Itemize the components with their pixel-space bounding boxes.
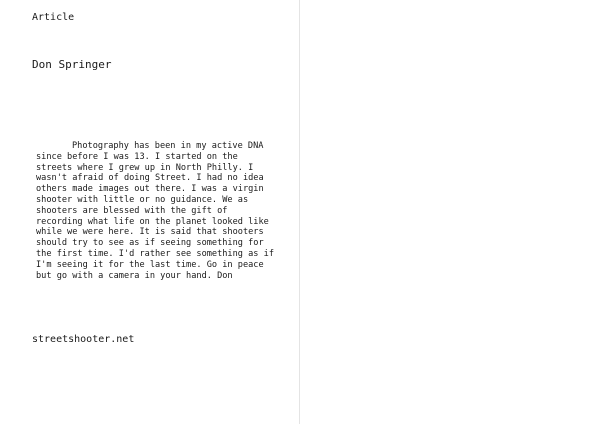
section-label: Article — [32, 12, 75, 23]
author-bio: Photography has been in my active DNA since before I was 13. I started on the streets where I grew up in North Philly. I wasn't afraid of doing Street. I had no idea others made images out there. I was a virgin shooter with little or no guidance. We as shooters are blessed with the gift of recording what life on the planet looked like while we were here. It is said that shooters should try to see as if seeing something for the first time. I'd rather see something as if I'm seeing it for the last time. Go in peace but go with a camera in your hand. Don — [36, 141, 274, 281]
author-name: Don Springer — [32, 58, 112, 71]
author-website: streetshooter.net — [32, 334, 135, 345]
right-page — [300, 0, 600, 424]
